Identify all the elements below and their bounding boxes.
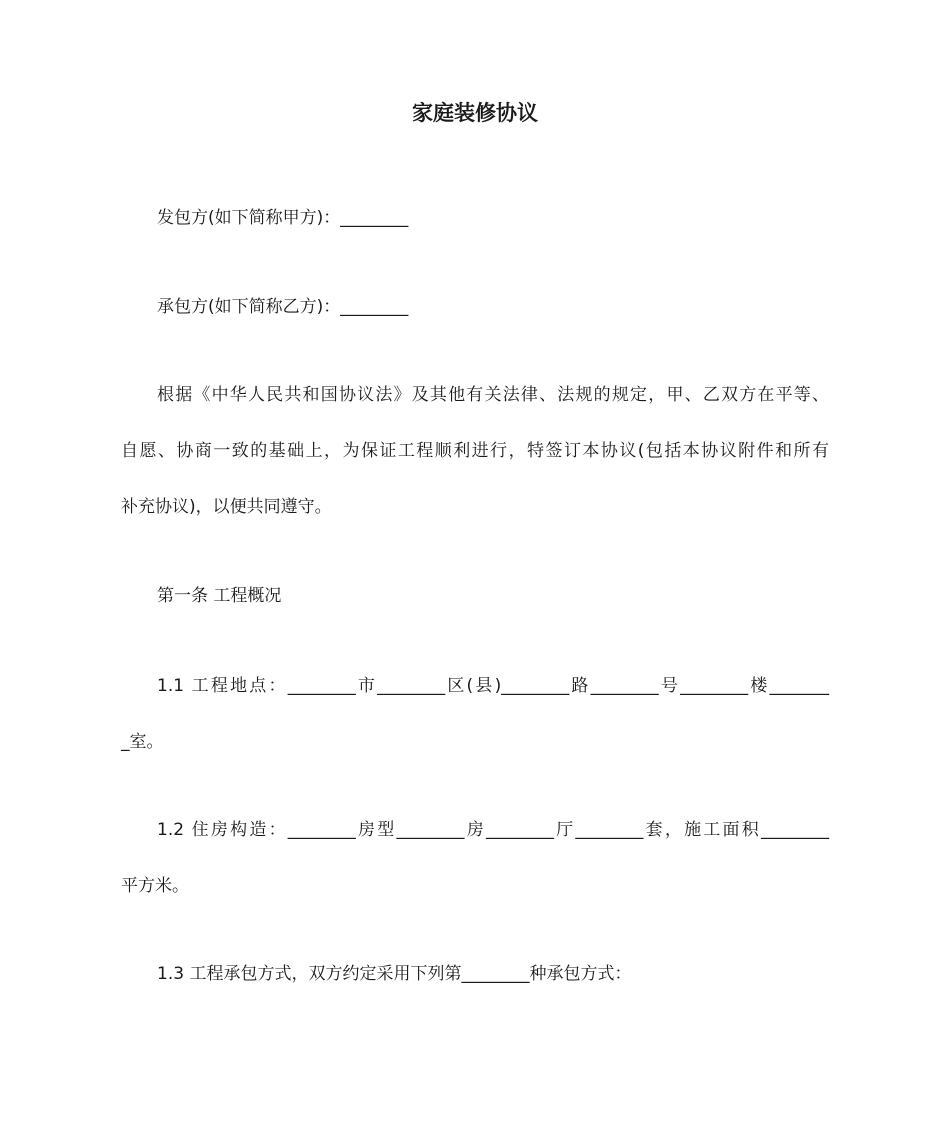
clause-1-2-line-1: 1.2 住房构造：________房型________房________厅________套，施工面积________	[157, 820, 829, 840]
party-b-line: 承包方(如下简称乙方)：________	[157, 297, 409, 317]
preamble-line-2: 自愿、协商一致的基础上，为保证工程顺利进行，特签订本协议(包括本协议附件和所有	[121, 441, 829, 461]
clause-1-1-line-1: 1.1 工程地点：________市________区(县)________路________号________楼_______	[157, 676, 829, 696]
article-1-heading: 第一条 工程概况	[157, 586, 282, 606]
preamble-line-1: 根据《中华人民共和国协议法》及其他有关法律、法规的规定，甲、乙双方在平等、	[157, 385, 829, 405]
party-a-line: 发包方(如下简称甲方)：________	[157, 208, 409, 228]
document-title: 家庭装修协议	[412, 101, 538, 125]
preamble-line-3: 补充协议)，以便共同遵守。	[121, 497, 332, 517]
clause-1-1-line-2: _室。	[121, 732, 164, 752]
clause-1-3-line: 1.3 工程承包方式，双方约定采用下列第________种承包方式：	[157, 964, 632, 984]
clause-1-2-line-2: 平方米。	[121, 876, 189, 896]
